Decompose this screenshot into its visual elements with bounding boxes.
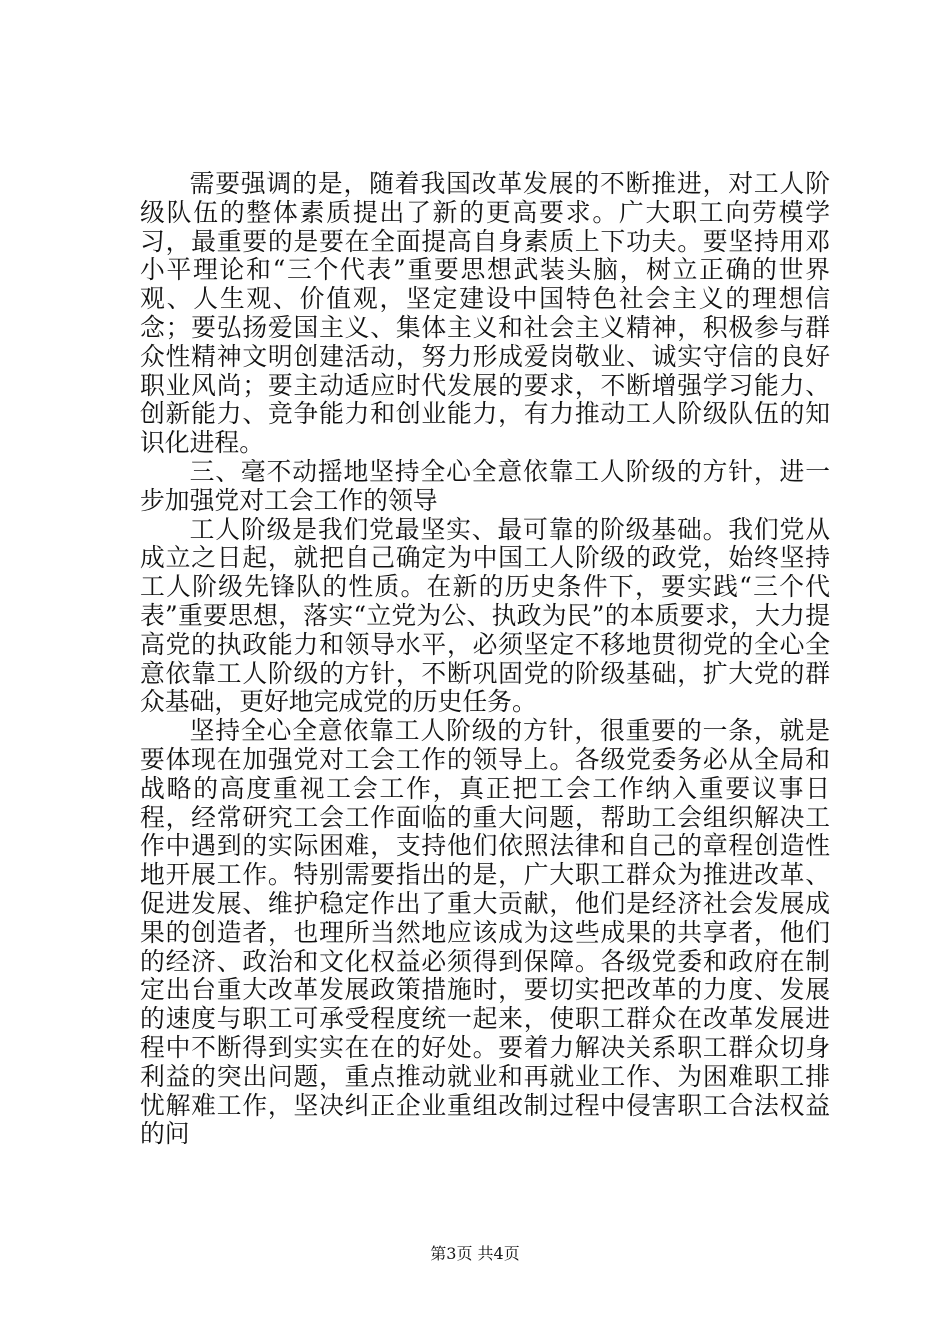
page-number-footer: 第3页 共4页: [430, 1244, 520, 1263]
paragraph-quality: 需要强调的是，随着我国改革发展的不断推进，对工人阶级队伍的整体素质提出了新的更高要求。广大职工向劳模学习，最重要的是要在全面提高自身素质上下功夫。要坚持用邓小平理论和“三个代表”重要思想武装头脑，树立正确的世界观、人生观、价值观，坚定建设中国特色社会主义的理想信念；要弘扬爱国主义、集体主义和社会主义精神，积极参与群众性精神文明创建活动，努力形成爱岗敬业、诚实守信的良好职业风尚；要主动适应时代发展的要求，不断增强学习能力、创新能力、竞争能力和创业能力，有力推动工人阶级队伍的知识化进程。: [140, 169, 830, 458]
paragraph-party-leadership: 坚持全心全意依靠工人阶级的方针，很重要的一条，就是要体现在加强党对工会工作的领导上。各级党委务必从全局和战略的高度重视工会工作，真正把工会工作纳入重要议事日程，经常研究工会工作面临的重大问题，帮助工会组织解决工作中遇到的实际困难，支持他们依照法律和自己的章程创造性地开展工作。特别需要指出的是，广大职工群众为推进改革、促进发展、维护稳定作出了重大贡献，他们是经济社会发展成果的创造者，也理所当然地应该成为这些成果的共享者，他们的经济、政治和文化权益必须得到保障。各级党委和政府在制定出台重大改革发展政策措施时，要切实把改革的力度、发展的速度与职工可承受程度统一起来，使职工群众在改革发展进程中不断得到实实在在的好处。要着力解决关系职工群众切身利益的突出问题，重点推动就业和再就业工作、为困难职工排忧解难工作，坚决纠正企业重组改制过程中侵害职工合法权益的问: [140, 716, 830, 1149]
paragraph-working-class-foundation: 工人阶级是我们党最坚实、最可靠的阶级基础。我们党从成立之日起，就把自己确定为中国工人阶级的政党，始终坚持工人阶级先锋队的性质。在新的历史条件下，要实践“三个代表”重要思想，落实“立党为公、执政为民”的本质要求，大力提高党的执政能力和领导水平，必须坚定不移地贯彻党的全心全意依靠工人阶级的方针，不断巩固党的阶级基础，扩大党的群众基础，更好地完成党的历史任务。: [140, 514, 830, 717]
section-heading-three: 三、毫不动摇地坚持全心全意依靠工人阶级的方针，进一步加强党对工会工作的领导: [140, 456, 830, 515]
body-text: [140, 170, 830, 1149]
